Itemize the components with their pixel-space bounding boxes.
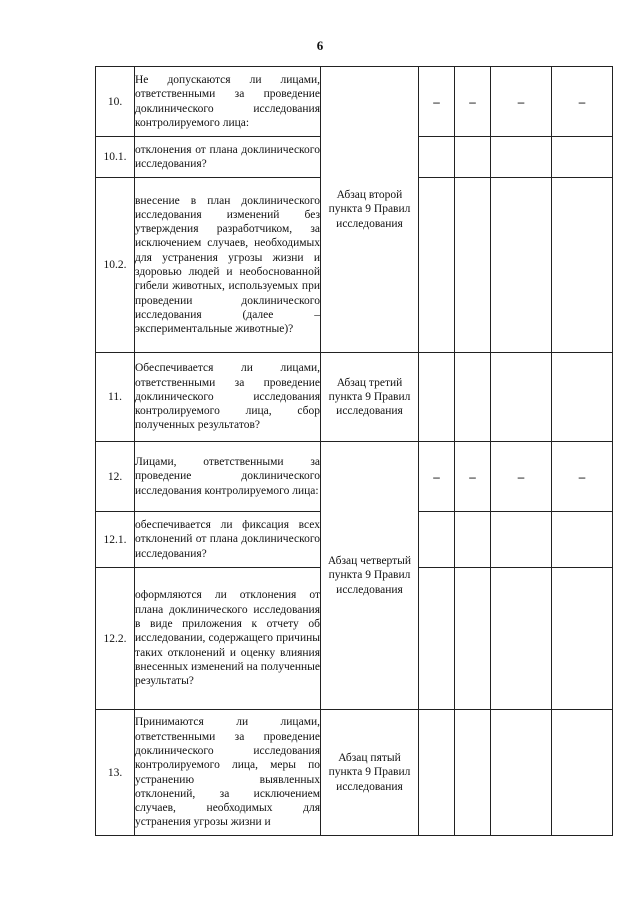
answer-cell: – — [552, 442, 613, 512]
row-number: 12. — [96, 442, 135, 512]
row-number: 12.2. — [96, 568, 135, 710]
requirement-reference: Абзац четвертый пункта 9 Правил исследования — [321, 442, 419, 710]
question-text: Обеспечивается ли лицами, ответственными за проведение доклинического исследования контролируемого лица, сбор полученных результатов? — [135, 353, 321, 442]
answer-cell — [552, 512, 613, 568]
table-row — [96, 442, 613, 512]
row-number: 10.2. — [96, 178, 135, 353]
requirement-reference: Абзац третий пункта 9 Правил исследования — [321, 353, 419, 442]
table-row — [96, 353, 613, 442]
answer-cell: – — [491, 442, 552, 512]
answer-cell: – — [455, 67, 491, 137]
answer-cell — [552, 353, 613, 442]
row-number: 10. — [96, 67, 135, 137]
answer-cell — [455, 353, 491, 442]
question-text: обеспечивается ли фиксация всех отклонений от плана доклинического исследования? — [135, 512, 321, 568]
requirement-reference: Абзац второй пункта 9 Правил исследования — [321, 67, 419, 353]
answer-cell — [491, 353, 552, 442]
checklist-table — [95, 66, 613, 836]
answer-cell — [491, 137, 552, 178]
answer-cell — [455, 512, 491, 568]
table-row — [96, 67, 613, 137]
answer-cell: – — [455, 442, 491, 512]
answer-cell — [491, 568, 552, 710]
answer-cell — [491, 512, 552, 568]
answer-cell — [491, 710, 552, 836]
answer-cell: – — [419, 442, 455, 512]
question-text: внесение в план доклинического исследования изменений без утверждения разработчиком, за исключением случаев, необходимых для устранения угрозы жизни и здоровью людей и необоснованной гибели животных, используемых при проведении доклинического исследования (далее – экспериментальные животные)? — [135, 178, 321, 353]
answer-cell — [419, 137, 455, 178]
answer-cell — [455, 568, 491, 710]
question-text: оформляются ли отклонения от плана доклинического исследования в виде приложения к отчету об исследовании, содержащего причины таких отклонений и оценку влияния внесенных изменений на полученные результаты? — [135, 568, 321, 710]
row-number: 10.1. — [96, 137, 135, 178]
answer-cell — [419, 353, 455, 442]
answer-cell — [552, 137, 613, 178]
page-number: 6 — [316, 38, 324, 53]
answer-cell — [552, 568, 613, 710]
answer-cell — [455, 178, 491, 353]
answer-cell — [455, 137, 491, 178]
row-number: 13. — [96, 710, 135, 836]
row-number: 12.1. — [96, 512, 135, 568]
answer-cell — [455, 710, 491, 836]
requirement-reference: Абзац пятый пункта 9 Правил исследования — [321, 710, 419, 836]
table-row — [96, 710, 613, 836]
question-text: Лицами, ответственными за проведение доклинического исследования контролируемого лица: — [135, 442, 321, 512]
answer-cell — [552, 178, 613, 353]
answer-cell — [419, 710, 455, 836]
answer-cell: – — [552, 67, 613, 137]
question-text: Не допускаются ли лицами, ответственными за проведение доклинического исследования контролируемого лица: — [135, 67, 321, 137]
answer-cell: – — [419, 67, 455, 137]
question-text: отклонения от плана доклинического исследования? — [135, 137, 321, 178]
row-number: 11. — [96, 353, 135, 442]
question-text: Принимаются ли лицами, ответственными за проведение доклинического исследования контролируемого лица, меры по устранению выявленных отклонений, за исключением случаев, необходимых для устранения угрозы жизни и — [135, 710, 321, 836]
answer-cell: – — [491, 67, 552, 137]
answer-cell — [491, 178, 552, 353]
answer-cell — [419, 512, 455, 568]
answer-cell — [419, 178, 455, 353]
answer-cell — [552, 710, 613, 836]
answer-cell — [419, 568, 455, 710]
